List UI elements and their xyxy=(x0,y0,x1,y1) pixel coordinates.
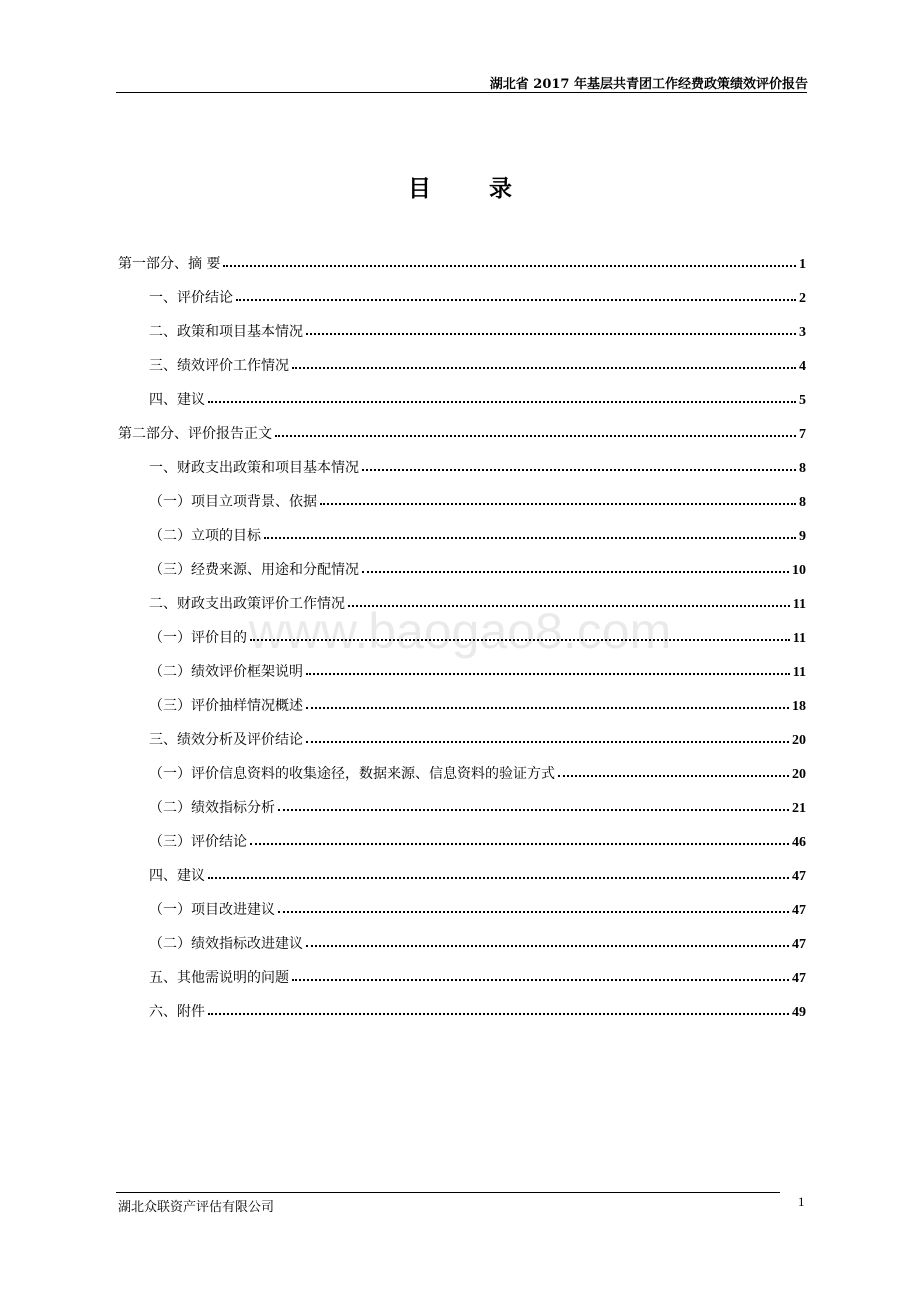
toc-dot-leader xyxy=(292,978,789,981)
toc-entry-page: 7 xyxy=(799,427,806,442)
toc-entry-page: 8 xyxy=(799,495,806,510)
toc-dot-leader xyxy=(306,332,796,335)
toc-dot-leader xyxy=(348,604,790,607)
toc-dot-leader xyxy=(236,298,796,301)
toc-entry-label: （一）项目改进建议 xyxy=(149,902,275,918)
toc-entry-page: 8 xyxy=(799,461,806,476)
toc-dot-leader xyxy=(275,434,796,437)
toc-entry-label: （三）经费来源、用途和分配情况 xyxy=(149,562,359,578)
toc-entry[interactable] xyxy=(118,254,806,288)
toc-entry[interactable] xyxy=(118,730,806,764)
toc-dot-leader xyxy=(250,638,790,641)
toc-dot-leader xyxy=(292,366,796,369)
toc-entry-label: 一、评价结论 xyxy=(149,290,233,306)
toc-entry[interactable] xyxy=(118,526,806,560)
toc-entry[interactable] xyxy=(118,322,806,356)
toc-dot-leader xyxy=(320,502,796,505)
toc-entry-page: 2 xyxy=(799,291,806,306)
toc-dot-leader xyxy=(306,706,789,709)
toc-entry-page: 5 xyxy=(799,393,806,408)
toc-entry-label: （二）立项的目标 xyxy=(149,528,261,544)
header-divider xyxy=(116,92,807,93)
toc-entry[interactable] xyxy=(118,594,806,628)
toc-entry-page: 47 xyxy=(792,971,806,986)
toc-entry[interactable] xyxy=(118,424,806,458)
toc-entry[interactable] xyxy=(118,458,806,492)
toc-entry-label: 二、财政支出政策评价工作情况 xyxy=(149,596,345,612)
toc-dot-leader xyxy=(306,672,790,675)
toc-entry-label: 四、建议 xyxy=(149,392,205,408)
toc-entry-label: （二）绩效评价框架说明 xyxy=(149,664,303,680)
toc-entry-label: 第二部分、评价报告正文 xyxy=(118,426,272,442)
toc-entry-label: 三、绩效评价工作情况 xyxy=(149,358,289,374)
toc-entry[interactable] xyxy=(118,1002,806,1036)
toc-entry-label: 二、政策和项目基本情况 xyxy=(149,324,303,340)
toc-entry[interactable] xyxy=(118,832,806,866)
toc-dot-leader xyxy=(362,570,789,573)
toc-dot-leader xyxy=(558,774,789,777)
footer-page-number: 1 xyxy=(798,1194,805,1209)
toc-entry[interactable] xyxy=(118,560,806,594)
running-header: 湖北省 2017 年基层共青团工作经费政策绩效评价报告 xyxy=(489,77,808,92)
toc-entry-page: 11 xyxy=(792,597,806,612)
toc-entry-label: 三、绩效分析及评价结论 xyxy=(149,732,303,748)
toc-entry-page: 1 xyxy=(799,257,806,272)
toc-dot-leader xyxy=(278,910,789,913)
toc-dot-leader xyxy=(306,740,789,743)
footer-company: 湖北众联资产评估有限公司 xyxy=(118,1200,275,1215)
toc-entry-label: （一）评价目的 xyxy=(149,630,247,646)
table-of-contents xyxy=(118,254,806,1036)
toc-entry-label: （一）评价信息资料的收集途径，数据来源、信息资料的验证方式 xyxy=(149,766,555,782)
toc-entry[interactable] xyxy=(118,934,806,968)
toc-entry-label: 四、建议 xyxy=(149,868,205,884)
toc-entry[interactable] xyxy=(118,662,806,696)
watermark: www.baogao8.com xyxy=(248,603,672,659)
toc-entry-page: 21 xyxy=(792,801,806,816)
toc-entry-page: 9 xyxy=(799,529,806,544)
toc-entry[interactable] xyxy=(118,696,806,730)
toc-dot-leader xyxy=(223,264,796,267)
toc-entry-page: 18 xyxy=(792,699,806,714)
toc-entry[interactable] xyxy=(118,356,806,390)
toc-dot-leader xyxy=(250,842,789,845)
toc-entry-label: （三）评价抽样情况概述 xyxy=(149,698,303,714)
toc-entry-page: 4 xyxy=(799,359,806,374)
toc-dot-leader xyxy=(208,400,796,403)
toc-dot-leader xyxy=(306,944,789,947)
toc-entry-page: 46 xyxy=(792,835,806,850)
toc-entry-page: 10 xyxy=(792,563,806,578)
toc-entry[interactable] xyxy=(118,866,806,900)
toc-entry-label: （二）绩效指标改进建议 xyxy=(149,936,303,952)
toc-entry[interactable] xyxy=(118,628,806,662)
toc-entry-label: （一）项目立项背景、依据 xyxy=(149,494,317,510)
toc-entry-label: 六、附件 xyxy=(149,1004,205,1020)
toc-entry-page: 11 xyxy=(792,665,806,680)
toc-dot-leader xyxy=(264,536,796,539)
toc-dot-leader xyxy=(278,808,789,811)
page-title: 目录 xyxy=(408,175,570,202)
toc-entry-page: 20 xyxy=(792,733,806,748)
toc-dot-leader xyxy=(362,468,796,471)
toc-entry-page: 11 xyxy=(792,631,806,646)
toc-entry-page: 20 xyxy=(792,767,806,782)
toc-entry[interactable] xyxy=(118,798,806,832)
toc-dot-leader xyxy=(208,876,789,879)
toc-entry[interactable] xyxy=(118,764,806,798)
footer-divider xyxy=(116,1192,780,1193)
toc-entry[interactable] xyxy=(118,390,806,424)
toc-entry-page: 47 xyxy=(792,903,806,918)
toc-entry-label: （二）绩效指标分析 xyxy=(149,800,275,816)
toc-entry-page: 47 xyxy=(792,937,806,952)
toc-entry-label: （三）评价结论 xyxy=(149,834,247,850)
toc-entry-page: 49 xyxy=(792,1005,806,1020)
toc-entry-label: 一、财政支出政策和项目基本情况 xyxy=(149,460,359,476)
toc-entry[interactable] xyxy=(118,492,806,526)
toc-entry-label: 第一部分、摘 要 xyxy=(118,256,221,272)
toc-entry[interactable] xyxy=(118,968,806,1002)
toc-dot-leader xyxy=(208,1012,789,1015)
toc-entry-page: 3 xyxy=(799,325,806,340)
toc-entry[interactable] xyxy=(118,288,806,322)
toc-entry[interactable] xyxy=(118,900,806,934)
toc-entry-page: 47 xyxy=(792,869,806,884)
toc-entry-label: 五、其他需说明的问题 xyxy=(149,970,289,986)
